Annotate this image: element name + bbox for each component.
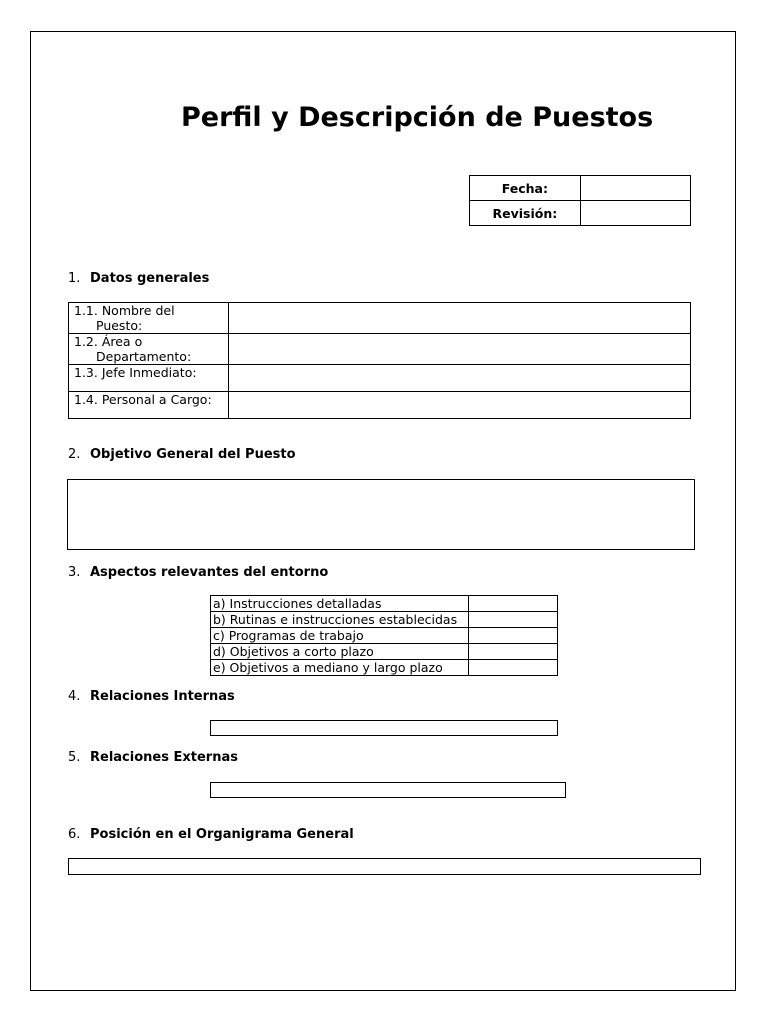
label-line: Puesto:: [96, 318, 143, 333]
entorno-label: a) Instrucciones detalladas: [211, 596, 469, 612]
entorno-label: c) Programas de trabajo: [211, 628, 469, 644]
section-number: 3.: [68, 565, 81, 580]
entorno-label: e) Objetivos a mediano y largo plazo: [211, 660, 469, 676]
label-line: Departamento:: [96, 349, 192, 364]
fecha-label: Fecha:: [470, 176, 581, 201]
section-label: Relaciones Internas: [90, 689, 235, 704]
table-row: [211, 612, 558, 628]
entorno-field[interactable]: [468, 644, 557, 660]
label-line: 1.3. Jefe Inmediato:: [74, 365, 197, 380]
label-line: 1.2. Área o: [74, 334, 143, 349]
objetivo-field[interactable]: [67, 479, 695, 550]
meta-row-revision: [470, 201, 691, 226]
personal-a-cargo-label: [69, 392, 229, 419]
section-number: 2.: [68, 447, 81, 462]
section-label: Datos generales: [90, 271, 210, 286]
meta-table: [469, 175, 691, 226]
entorno-field[interactable]: [468, 628, 557, 644]
nombre-puesto-field[interactable]: [229, 303, 691, 334]
section-number: 1.: [68, 271, 81, 286]
entorno-label: d) Objetivos a corto plazo: [211, 644, 469, 660]
section-heading-entorno: [68, 565, 328, 580]
section-label: Objetivo General del Puesto: [90, 447, 296, 462]
entorno-field[interactable]: [468, 596, 557, 612]
entorno-field[interactable]: [468, 660, 557, 676]
section-heading-organigrama: [68, 827, 354, 842]
page-title: Perfil y Descripción de Puestos: [181, 102, 654, 133]
section-label: Posición en el Organigrama General: [90, 827, 354, 842]
revision-field[interactable]: [580, 201, 690, 226]
table-row: [69, 303, 691, 334]
datos-generales-table: [68, 302, 691, 419]
table-row: [211, 628, 558, 644]
section-heading-datos-generales: [68, 271, 209, 286]
section-heading-relaciones-internas: [68, 689, 235, 704]
section-label: Aspectos relevantes del entorno: [90, 565, 329, 580]
organigrama-field[interactable]: [68, 858, 701, 875]
entorno-field[interactable]: [468, 612, 557, 628]
revision-label: Revisión:: [470, 201, 581, 226]
entorno-label: b) Rutinas e instrucciones establecidas: [211, 612, 469, 628]
table-row: [69, 365, 691, 392]
relaciones-externas-field[interactable]: [210, 782, 566, 798]
label-line: 1.1. Nombre del: [74, 303, 175, 318]
table-row: [211, 596, 558, 612]
jefe-inmediato-label: [69, 365, 229, 392]
personal-a-cargo-field[interactable]: [229, 392, 691, 419]
area-departamento-label: [69, 334, 229, 365]
section-number: 5.: [68, 750, 81, 765]
section-heading-objetivo: [68, 447, 296, 462]
fecha-field[interactable]: [580, 176, 690, 201]
label-line: 1.4. Personal a Cargo:: [74, 392, 212, 407]
nombre-puesto-label: [69, 303, 229, 334]
entorno-table: [210, 595, 558, 676]
area-departamento-field[interactable]: [229, 334, 691, 365]
section-number: 6.: [68, 827, 81, 842]
table-row: [211, 644, 558, 660]
meta-row-fecha: [470, 176, 691, 201]
section-heading-relaciones-externas: [68, 750, 238, 765]
table-row: [69, 392, 691, 419]
section-label: Relaciones Externas: [90, 750, 238, 765]
section-number: 4.: [68, 689, 81, 704]
table-row: [211, 660, 558, 676]
table-row: [69, 334, 691, 365]
relaciones-internas-field[interactable]: [210, 720, 558, 736]
jefe-inmediato-field[interactable]: [229, 365, 691, 392]
